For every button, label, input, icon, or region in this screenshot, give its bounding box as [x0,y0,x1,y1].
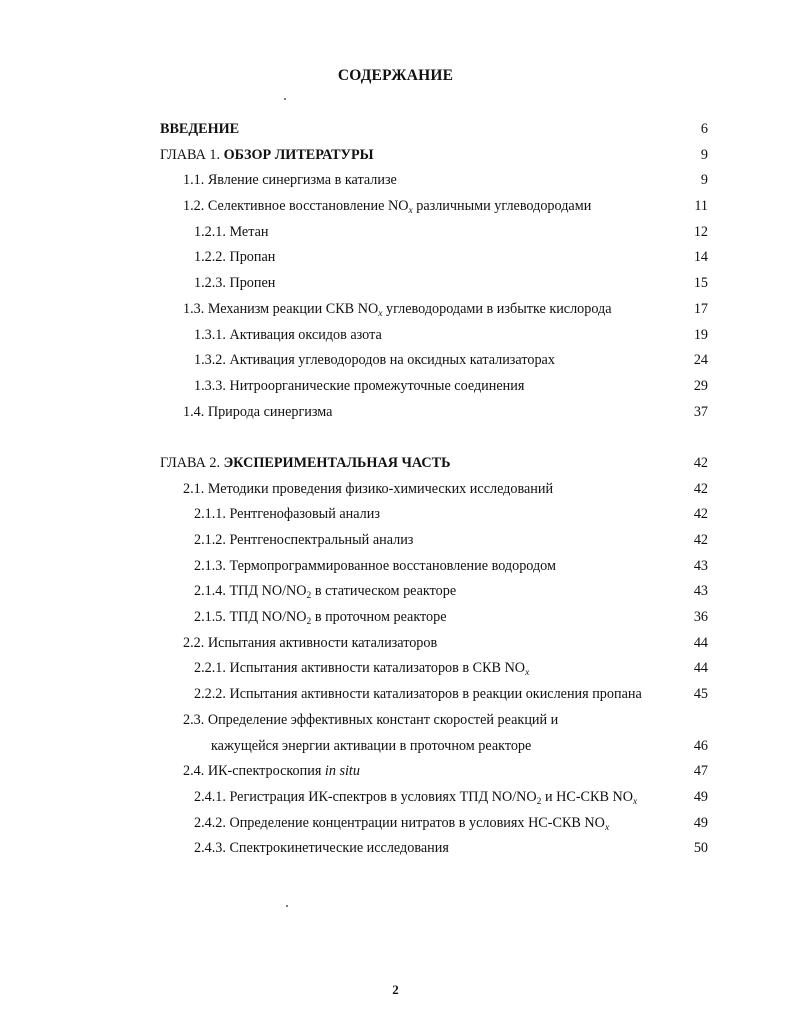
toc-entry-2-3-continuation[interactable] [160,734,710,760]
toc-entry-2-1-5[interactable] [160,605,710,631]
toc-entry-label: 2.1.1. Рентгенофазовый анализ [194,506,380,523]
label-part: в статическом реакторе [311,583,457,600]
subscript: 2 [306,617,312,628]
toc-entry-label [183,759,360,785]
toc-entry-label: ВВЕДЕНИЕ [160,121,240,137]
toc-entry-page: 50 [693,840,708,857]
toc-entry-label: 1.1. Явление синергизма в катализе [183,172,397,189]
toc-entry-1-2[interactable] [160,194,710,220]
toc-entry-label: 1.2.2. Пропан [194,249,276,266]
toc-entry-page: 43 [693,557,708,574]
toc-entry-2-1-3[interactable] [160,554,710,580]
toc-entry-label: 2.1.3. Термопрограммированное восстановление водородом [194,557,556,574]
label-part: 1.2. Селективное восстановление NO [183,198,409,215]
toc-entry-1-2-2[interactable] [160,245,710,271]
toc-entry-2-1-1[interactable] [160,502,710,528]
toc-entry-label [160,143,374,169]
toc-entry-page: 6 [700,121,708,137]
toc-entry-chapter-1[interactable] [160,143,710,169]
subscript: x [632,796,638,807]
toc-entry-label [194,811,609,837]
toc-entry-1-3-3[interactable] [160,374,710,400]
toc-entry-page: 9 [700,146,708,163]
scan-speck [286,905,288,907]
toc-entry-label [194,785,637,811]
toc-entry-page: 29 [693,377,708,394]
toc-entry-page: 47 [693,763,708,780]
toc-entry-2-2-1[interactable] [160,656,710,682]
toc-entry-page: 45 [693,686,708,703]
toc-entry-page: 17 [693,300,708,317]
chapter-title: ЭКСПЕРИМЕНТАЛЬНАЯ ЧАСТЬ [223,454,451,471]
toc-entry-label: 2.2. Испытания активности катализаторов [183,634,438,651]
label-part: 2.2.1. Испытания активности катализаторов в СКВ NO [194,660,526,677]
chapter-prefix: ГЛАВА 2. [160,454,224,471]
toc-entry-page: 44 [693,660,708,677]
toc-entry-1-3-2[interactable] [160,348,710,374]
toc-entry-2-4-3[interactable] [160,836,710,862]
toc-entry-2-1-2[interactable] [160,528,710,554]
label-part: 2.4.1. Регистрация ИК-спектров в условиях ТПД NO/NO [194,788,537,805]
toc-entry-chapter-2[interactable] [160,451,710,477]
toc-entry-introduction[interactable] [160,117,710,143]
toc-entry-page: 46 [693,737,708,754]
toc-entry-page: 24 [693,352,708,369]
toc-entry-1-2-3[interactable] [160,271,710,297]
toc-entry-label: 2.3. Определение эффективных констант скоростей реакций и [183,711,559,728]
subscript: 2 [536,796,542,807]
page-title: СОДЕРЖАНИЕ [337,67,454,84]
toc-entry-label: 2.2.2. Испытания активности катализаторов в реакции окисления пропана [194,686,642,703]
toc-entry-page: 44 [693,634,708,651]
toc-entry-label: 2.4.3. Спектрокинетические исследования [194,840,449,857]
label-part: углеводородами в избытке кислорода [382,300,612,317]
toc-entry-1-2-1[interactable] [160,220,710,246]
toc-entry-2-4-2[interactable] [160,811,710,837]
label-part: 2.4. ИК-спектроскопия [183,763,325,780]
toc-entry-label: 1.2.1. Метан [194,223,269,240]
toc-entry-label [194,605,447,631]
toc-entry-page: 9 [700,172,708,189]
label-part: 1.3. Механизм реакции СКВ NO [183,300,379,317]
toc-entry-2-3[interactable] [160,708,710,734]
toc-entry-page: 11 [694,198,708,215]
toc-entry-label [183,297,612,323]
toc-entry-1-1[interactable] [160,168,710,194]
toc-entry-page: 14 [693,249,708,266]
toc-entry-label [160,451,451,477]
toc-entry-2-2[interactable] [160,631,710,657]
toc-entry-page: 42 [693,480,708,497]
toc-entry-page: 19 [693,326,708,343]
toc-entry-page: 36 [693,609,708,626]
toc-entry-1-3-1[interactable] [160,323,710,349]
toc-entry-page: 37 [693,403,708,420]
toc-entry-label: 1.3.2. Активация углеводородов на оксидных катализаторах [194,352,555,369]
subscript: x [408,206,413,217]
toc-entry-label [183,194,591,220]
toc-entry-page: 42 [693,532,708,548]
toc-entry-page: 15 [693,275,708,292]
chapter-title: ОБЗОР ЛИТЕРАТУРЫ [223,146,374,163]
toc-entry-label: 1.2.3. Пропен [194,275,276,292]
toc-entry-page: 42 [693,506,708,523]
label-part: 2.1.4. ТПД NO/NO [194,583,307,600]
toc-entry-label: 2.1.2. Рентгеноспектральный анализ [194,532,414,548]
toc-entry-label: 1.3.3. Нитроорганические промежуточные соединения [194,377,525,394]
label-part: различными углеводородами [412,198,592,215]
label-part: и НС-СКВ NO [541,788,633,805]
table-of-contents [160,117,710,862]
toc-entry-label: кажущейся энергии активации в проточном реакторе [211,737,532,754]
toc-entry-label: 2.1. Методики проведения физико-химических исследований [183,480,554,497]
toc-entry-2-2-2[interactable] [160,682,710,708]
toc-entry-2-4[interactable] [160,759,710,785]
toc-entry-page: 12 [693,223,708,240]
subscript: x [378,308,383,319]
label-part: 2.1.5. ТПД NO/NO [194,609,307,626]
toc-entry-label: 1.3.1. Активация оксидов азота [194,326,382,343]
italic-term: in situ [324,763,360,780]
toc-entry-2-1[interactable] [160,477,710,503]
subscript: x [525,668,530,679]
toc-entry-page: 42 [693,454,708,471]
toc-entry-1-4[interactable] [160,400,710,426]
label-part: 2.4.2. Определение концентрации нитратов в условиях НС-СКВ NO [194,814,605,831]
toc-entry-page: 49 [693,788,708,805]
subscript: x [604,822,610,833]
toc-entry-1-3[interactable] [160,297,710,323]
toc-entry-label [194,656,529,682]
label-part: в проточном реакторе [311,609,447,626]
toc-entry-label: 1.4. Природа синергизма [183,403,333,420]
chapter-prefix: ГЛАВА 1. [160,146,224,163]
scan-speck [284,98,286,100]
toc-entry-page: 49 [693,814,708,831]
page-number: 2 [392,982,399,997]
toc-entry-2-1-4[interactable] [160,579,710,605]
toc-entry-2-4-1[interactable] [160,785,710,811]
subscript: 2 [306,591,312,602]
toc-entry-label [194,579,456,605]
toc-entry-page: 43 [693,583,708,600]
